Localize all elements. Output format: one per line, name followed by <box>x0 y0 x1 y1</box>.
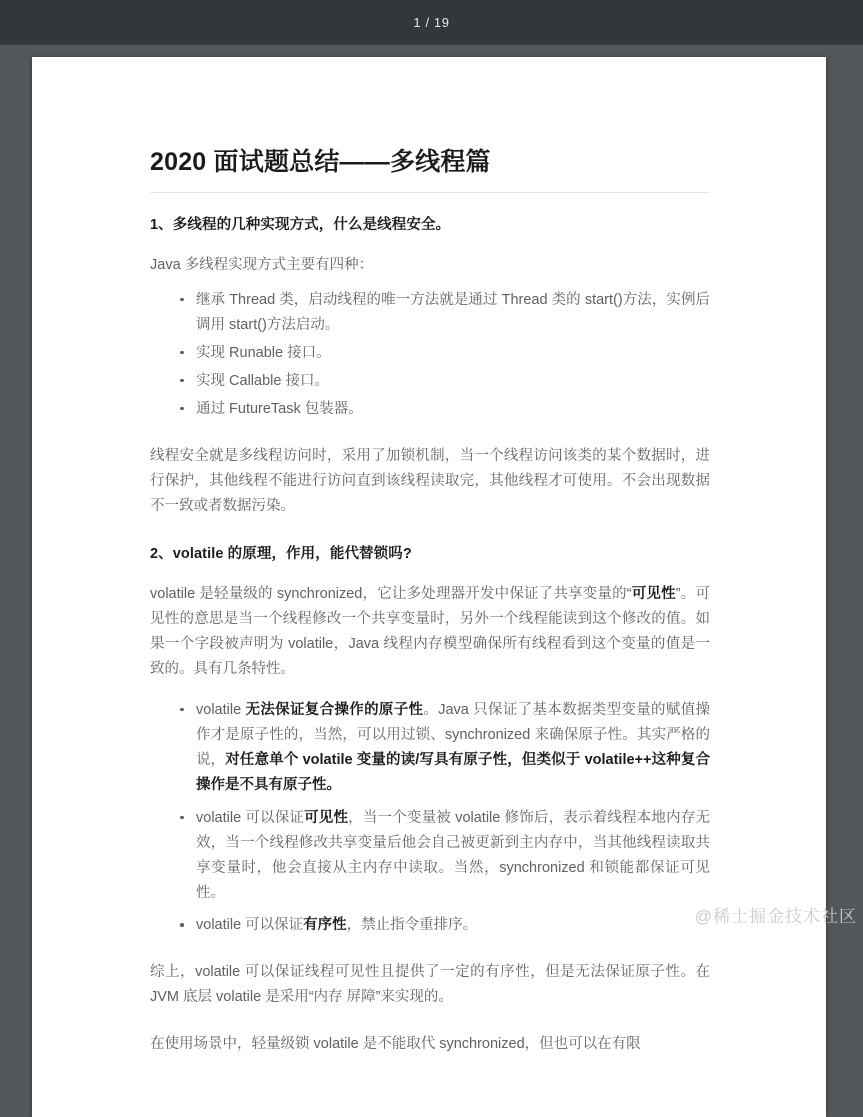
section-1-intro: Java 多线程实现方式主要有四种： <box>150 257 374 273</box>
list-item: 实现 Runable 接口。 <box>196 341 710 366</box>
list-item <box>196 913 710 938</box>
document-content <box>150 147 710 1073</box>
bullet1-part-c: 。Java 只保证了基本数据类型变量的赋值操作才是原子性的，当然，可以用过锁、synchronized 来确保原子性。其实严格的说， <box>196 701 711 768</box>
section-2-next-paragraph: 在使用场景中，轻量级锁 volatile 是不能取代 synchronized，但也可以在有限 <box>150 1036 641 1053</box>
bullet2-emphasis: 可见性 <box>304 809 349 826</box>
list-item <box>196 698 710 798</box>
bullet2-part-c: ，当一个变量被 volatile 修饰后，表示着线程本地内存无效，当一个线程修改共享变量后他会自己被更新到主内存中，当其他线程读取共享变量时，他会直接从主内存中读取。当然，synchronized 和锁能都保证可见性。 <box>196 809 710 901</box>
section-2-summary: 综上，volatile 可以保证线程可见性且提供了一定的有序性，但是无法保证原子性。在 JVM 底层 volatile 是采用“内存 屏障”来实现的。 <box>150 964 710 1006</box>
section-2-intro <box>150 582 710 682</box>
volatile-feature-list <box>150 698 710 938</box>
section-1-outro: 线程安全就是多线程访问时，采用了加锁机制，当一个线程访问该类的某个数据时，进行保护，其他线程不能进行访问直到该线程读取完，其他线程才可使用。不会出现数据不一致或者数据污染。 <box>150 447 710 514</box>
document-page <box>32 57 826 1117</box>
implementation-list <box>150 288 710 422</box>
list-item: 通过 FutureTask 包装器。 <box>196 397 710 422</box>
title-divider <box>150 192 710 193</box>
section-2-intro-part-c: ”。可见性的意思是当一个线程修改一个共享变量时，另外一个线程能读到这个修改的值。如果一个字段被声明为 volatile，Java 线程内存模型确保所有线程看到这个变量的值是一致的。具有几条特性。 <box>150 586 710 677</box>
watermark: @稀土掘金技术社区 <box>694 907 857 926</box>
document-title: 2020 面试题总结——多线程篇 <box>150 148 491 176</box>
viewer-toolbar <box>0 0 863 45</box>
bullet3-part-c: ，禁止指令重排序。 <box>346 917 478 934</box>
bullet3-part-a: volatile 可以保证 <box>196 917 304 934</box>
list-item <box>196 806 710 906</box>
bullet1-part-a: volatile <box>196 701 246 718</box>
page-indicator: 1 / 19 <box>413 14 450 30</box>
list-item: 实现 Callable 接口。 <box>196 369 710 394</box>
section-heading-1: 1、多线程的几种实现方式，什么是线程安全。 <box>150 217 451 234</box>
bullet2-part-a: volatile 可以保证 <box>196 809 305 826</box>
list-item: 继承 Thread 类，启动线程的唯一方法就是通过 Thread 类的 start()方法，实例后调用 start()方法启动。 <box>196 288 710 338</box>
section-heading-2: 2、volatile 的原理，作用，能代替锁吗? <box>150 546 412 563</box>
section-2-intro-emphasis: 可见性 <box>631 586 676 603</box>
section-2-intro-part-a: volatile 是轻量级的 synchronized，它让多处理器开发中保证了共享变量的“ <box>150 586 632 603</box>
bullet1-emphasis-1: 无法保证复合操作的原子性 <box>245 701 424 718</box>
bullet1-emphasis-2: 对任意单个 volatile 变量的读/写具有原子性，但类似于 volatile++这种复合操作是不具有原子性。 <box>196 751 711 793</box>
bullet3-emphasis: 有序性 <box>303 917 347 934</box>
